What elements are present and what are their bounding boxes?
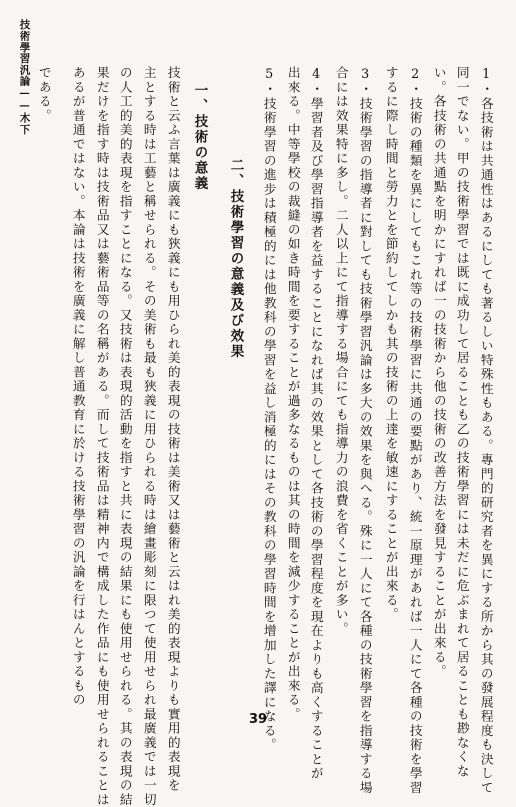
point-1-line-3: い。各技術の共通點を明かにすれば一の技術から他の技術の改善方法を發見することが出來る。	[431, 66, 447, 679]
body-line-5: あるが普通ではない。本論は技術を廣義に解し普通教育に於ける技術學習の汎論を行はんとするもの	[70, 66, 86, 708]
point-3-line-2: 合には效果特に多し。二人以上にて指導する場合にても指導力の浪費を省くことが多い。	[333, 66, 349, 636]
body-line-1: 技術と云ふ言葉は廣義にも狹義にも用ひられ美的表現の技術は美術又は藝術と云はれ美的表現よりも實用的表現を	[165, 66, 181, 793]
point-2-line-2: するに際し時間と勞力とを節約してしかも其の技術の上達を敏速にすることが出來る。	[383, 66, 399, 622]
section-1-heading: 一、技術の意義	[191, 83, 208, 192]
running-head: 技術學習汎論——木下	[18, 19, 31, 135]
section-2-heading: 二、技術學習の意義及び效果	[227, 158, 244, 360]
body-line-3: の人工的美的表現を指すことになる。又技術は表現的活動を指すと共に表現の結果にも使用せられる。其の表現の結	[117, 66, 133, 807]
body-line-6: である。	[36, 66, 52, 123]
point-1-line-1: 1・各技術は共通性はあるにしても著るしい特殊性もある。專門的研究者を異にする所から其の發展程度も決して	[478, 66, 494, 796]
point-2-line-1: 2・技術の種類を異にしてもこれ等の技術學習に共通の要點があり、統一原理があれば一人にて各種の技術を學習	[407, 66, 423, 796]
point-5-line-1: 5・技術學習の進步は積極的には他教科の學習を益し消極的にはその教科の學習時間を增加した譯になる。	[261, 66, 277, 753]
point-1-line-2: 同一でない。甲の技術學習では既に成功して居ることも乙の技術學習には未だに危ぶまれて居ることも尠なくな	[454, 66, 470, 779]
body-line-4: 果だけを指す時は技術品又は藝術品等の名稱がある。而して技術品は精神内で構成した作品にも使用せられることは	[94, 66, 110, 807]
page-number: 39	[248, 712, 268, 727]
point-4-line-2: 出來る。中等學校の裁縫の如き時間を要することが過多なるものは其の時間を減少することが出來る。	[285, 66, 301, 722]
point-3-line-1: 3・技術學習の指導者に對しても技術學習汎論は多大の效果を與へる。殊に一人にて各種の技術學習を指導する場	[357, 66, 373, 796]
point-4-line-1: 4・學習者及び學習指導者を益することになれば其の效果として各技術の學習程度を現在よりも高くすることが	[308, 66, 324, 781]
body-line-2: 主とする時は工藝と稱せられる。その美術も最も狹義に用ひられる時は繪畫彫刻に限つて使用せられ最廣義では一切	[141, 66, 157, 807]
